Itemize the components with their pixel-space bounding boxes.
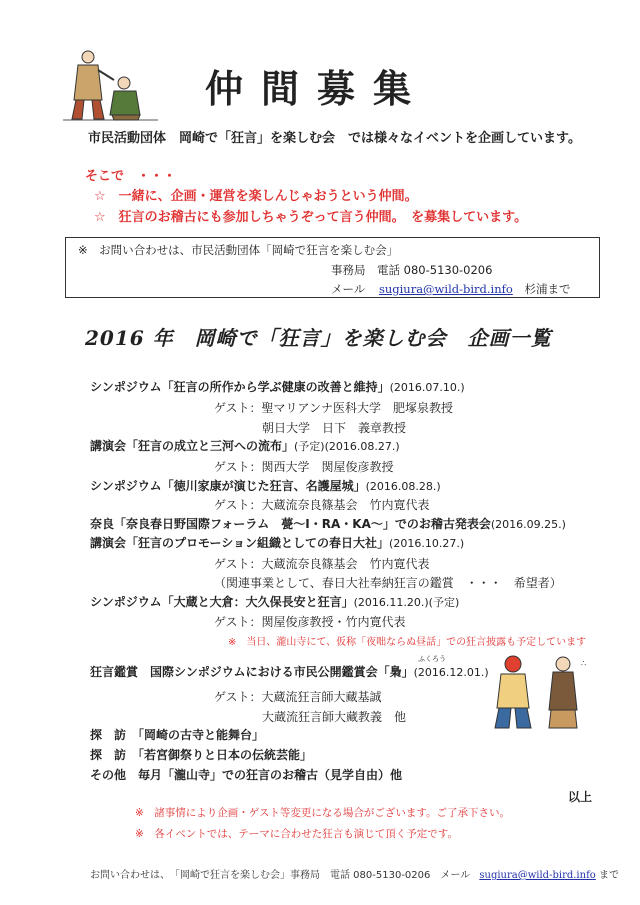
event-5 bbox=[90, 534, 464, 551]
event-7-ruby: ふくろう bbox=[418, 655, 446, 663]
footer-email-link[interactable]: sugiura@wild-bird.info bbox=[479, 870, 596, 881]
event-5-guest-2: （関連事業として、春日大社奉納狂言の鑑賞 ・・・ 希望者） bbox=[214, 576, 562, 590]
event-7-title: 狂言鑑賞 国際シンポジウムにおける市民公開鑑賞会「梟」 bbox=[90, 665, 414, 679]
note-1: ※ 諸事情により企画・ゲスト等変更になる場合がございます。ご了承下さい。 bbox=[135, 807, 511, 819]
event-5-guest-1: ゲスト：大蔵流奈良篠基会 竹内寛代表 bbox=[214, 557, 430, 571]
footer bbox=[90, 866, 619, 881]
event-4 bbox=[90, 515, 566, 532]
event-2-guest-1: ゲスト：関西大学 関屋俊彦教授 bbox=[214, 460, 394, 474]
note-2: ※ 各イベントでは、テーマに合わせた狂言も演じて頂く予定です。 bbox=[135, 828, 458, 840]
kyogen-performers-illustration bbox=[58, 45, 158, 130]
ijo-text: 以上 bbox=[568, 790, 593, 804]
event-6 bbox=[90, 593, 459, 610]
footer-suffix: まで bbox=[598, 870, 619, 881]
event-2-date: (予定)(2016.08.27.) bbox=[294, 440, 400, 453]
contact-mail-label: メール bbox=[331, 282, 366, 296]
event-1 bbox=[90, 378, 465, 395]
event-2-title: 講演会「狂言の成立と三河への流布」 bbox=[90, 439, 295, 453]
event-10: その他 毎月「瀧山寺」での狂言のお稽古（見学自由）他 bbox=[90, 768, 403, 782]
intro-text: 市民活動団体 岡崎で「狂言」を楽しむ会 では様々なイベントを企画しています。 bbox=[88, 131, 581, 146]
event-7-guest-2: 大蔵流狂言師大藏教義 他 bbox=[262, 710, 407, 724]
soko-text: そこで ・・・ bbox=[85, 169, 177, 184]
fukuro-kyogen-illustration bbox=[485, 650, 595, 730]
page-title: 仲間募集 bbox=[205, 66, 430, 111]
star-line-2: ☆ 狂言のお稽古にも参加しちゃうぞって言う仲間。 を募集しています。 bbox=[94, 210, 528, 225]
event-6-title: シンポジウム「大蔵と大倉：大久保長安と狂言」 bbox=[90, 595, 354, 609]
event-1-guest-2: 朝日大学 日下 義章教授 bbox=[262, 421, 407, 435]
contact-email-link[interactable]: sugiura@wild-bird.info bbox=[378, 282, 513, 296]
contact-mail-row bbox=[331, 281, 570, 297]
event-3-title: シンポジウム「徳川家康が演じた狂言、名護屋城」 bbox=[90, 479, 366, 493]
event-5-title: 講演会「狂言のプロモーション組織としての春日大社」 bbox=[90, 536, 390, 550]
event-6-note: ※ 当日、瀧山寺にて、仮称「夜咄ならぬ昼話」での狂言披露も予定しています bbox=[228, 637, 587, 648]
event-6-date: (2016.11.20.)(予定) bbox=[353, 596, 460, 609]
svg-text:∴: ∴ bbox=[581, 659, 587, 668]
event-1-guest-1: ゲスト：聖マリアンナ医科大学 肥塚泉教授 bbox=[214, 401, 454, 415]
event-7 bbox=[90, 663, 489, 680]
schedule-heading: 2016 年 岡崎で「狂言」を楽しむ会 企画一覧 bbox=[85, 326, 552, 350]
event-3-date: (2016.08.28.) bbox=[365, 480, 441, 493]
event-5-date: (2016.10.27.) bbox=[389, 537, 465, 550]
event-1-date: (2016.07.10.) bbox=[389, 381, 465, 394]
event-7-date: (2016.12.01.) bbox=[413, 666, 489, 679]
event-3 bbox=[90, 477, 441, 494]
event-9: 探 訪 「若宮御祭りと日本の伝統芸能」 bbox=[90, 748, 313, 762]
event-6-guest-1: ゲスト：関屋俊彦教授・竹内寛代表 bbox=[214, 615, 406, 629]
event-4-title: 奈良「奈良春日野国際フォーラム 甍～I・RA・KA～」でのお稽古発表会 bbox=[90, 517, 491, 531]
contact-office: 事務局 電話 080-5130-0206 bbox=[331, 263, 493, 277]
footer-text: お問い合わせは、 「岡崎で狂言を楽しむ会」事務局 電話 080-5130-0206 メール bbox=[90, 870, 471, 881]
event-1-title: シンポジウム「狂言の所作から学ぶ健康の改善と維持」 bbox=[90, 380, 390, 394]
contact-line: ※ お問い合わせは、市民活動団体「岡崎で狂言を楽しむ会」 bbox=[78, 243, 399, 257]
star-line-1: ☆ 一緒に、企画・運営を楽しんじゃおうという仲間。 bbox=[94, 189, 418, 204]
event-8: 探 訪 「岡崎の古寺と能舞台」 bbox=[90, 728, 265, 742]
event-3-guest-1: ゲスト：大蔵流奈良篠基会 竹内寛代表 bbox=[214, 498, 430, 512]
event-2 bbox=[90, 437, 400, 454]
event-4-date: (2016.09.25.) bbox=[490, 518, 566, 531]
contact-box bbox=[65, 237, 600, 298]
event-7-guest-1: ゲスト：大蔵流狂言師大藏基誠 bbox=[214, 690, 382, 704]
contact-suffix: 杉浦まで bbox=[524, 282, 571, 296]
